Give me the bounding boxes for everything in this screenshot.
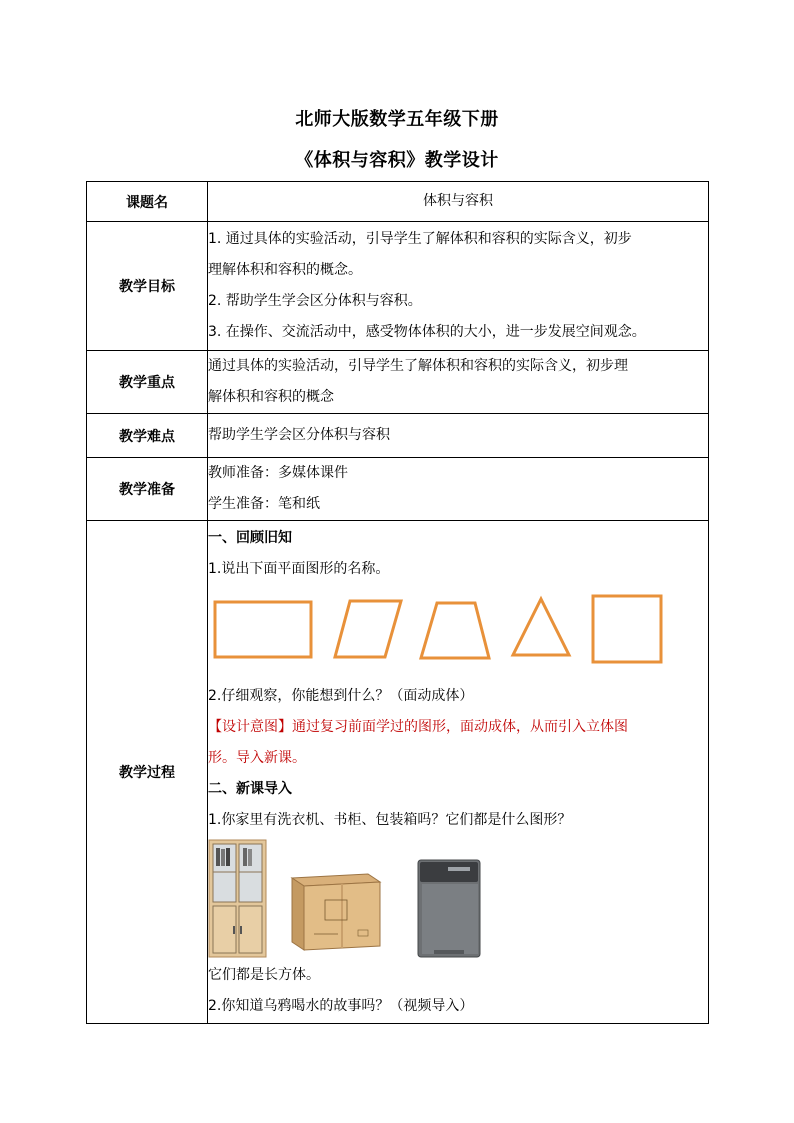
- section-review-heading: 一、回顾旧知: [208, 530, 292, 546]
- label-preparation: 教学准备: [87, 458, 208, 521]
- prep-line: 学生准备：笔和纸: [208, 496, 320, 512]
- label-goals: 教学目标: [87, 222, 208, 351]
- trapezoid-shape: [421, 603, 489, 658]
- value-difficulty: 帮助学生学会区分体积与容积: [208, 414, 709, 458]
- object-photos-svg: [208, 838, 508, 960]
- question-3: 1.你家里有洗衣机、书柜、包装箱吗？它们都是什么图形？: [208, 812, 572, 828]
- goal-line: 2. 帮助学生学会区分体积与容积。: [208, 293, 422, 309]
- section-intro-heading: 二、新课导入: [208, 781, 292, 797]
- question-2: 2.仔细观察，你能想到什么？（面动成体）: [208, 688, 474, 704]
- label-key-point: 教学重点: [87, 351, 208, 414]
- row-preparation: [87, 458, 709, 521]
- value-goals: [208, 222, 709, 351]
- prep-line: 教师准备：多媒体课件: [208, 465, 348, 481]
- label-topic: 课题名: [87, 182, 208, 222]
- washing-machine-image: [418, 860, 480, 957]
- label-process: 教学过程: [87, 521, 208, 1024]
- document-subtitle: 《体积与容积》教学设计: [295, 150, 499, 171]
- design-intent: [208, 712, 708, 774]
- value-process: [208, 521, 709, 1024]
- label-difficulty: 教学难点: [87, 414, 208, 458]
- row-process: [87, 521, 709, 1024]
- value-key-point: [208, 351, 709, 414]
- document-title: 北师大版数学五年级下册: [295, 109, 499, 130]
- square-shape: [593, 596, 661, 662]
- question-4: 2.你知道乌鸦喝水的故事吗？（视频导入）: [208, 998, 474, 1014]
- value-preparation: [208, 458, 709, 521]
- bookcase-image: [209, 840, 266, 957]
- object-photos: [208, 838, 708, 960]
- conclusion-cuboid: 它们都是长方体。: [208, 967, 320, 983]
- parallelogram-shape: [335, 601, 401, 657]
- plane-shapes-svg: [208, 591, 688, 673]
- value-topic: 体积与容积: [208, 182, 709, 222]
- design-intent-tag: 【设计意图】: [208, 719, 292, 735]
- design-intent-text-end: 形。导入新课。: [208, 750, 306, 766]
- rectangle-shape: [215, 602, 311, 657]
- key-line: 通过具体的实验活动，引导学生了解体积和容积的实际含义，初步理: [208, 358, 628, 374]
- row-topic: [87, 182, 709, 222]
- goal-line: 理解体积和容积的概念。: [208, 262, 362, 278]
- key-line: 解体积和容积的概念: [208, 389, 334, 405]
- goal-line: 1. 通过具体的实验活动，引导学生了解体积和容积的实际含义，初步: [208, 231, 632, 247]
- row-difficulty: [87, 414, 709, 458]
- row-goals: [87, 222, 709, 351]
- row-key-point: [87, 351, 709, 414]
- goal-line: 3. 在操作、交流活动中，感受物体体积的大小，进一步发展空间观念。: [208, 324, 646, 340]
- lesson-plan-table: [86, 181, 709, 1024]
- plane-shapes-figure: [208, 591, 708, 673]
- question-1: 1.说出下面平面图形的名称。: [208, 561, 390, 577]
- package-box-image: [292, 874, 380, 950]
- triangle-shape: [513, 599, 569, 655]
- design-intent-text: 通过复习前面学过的图形，面动成体，从而引入立体图: [292, 719, 628, 735]
